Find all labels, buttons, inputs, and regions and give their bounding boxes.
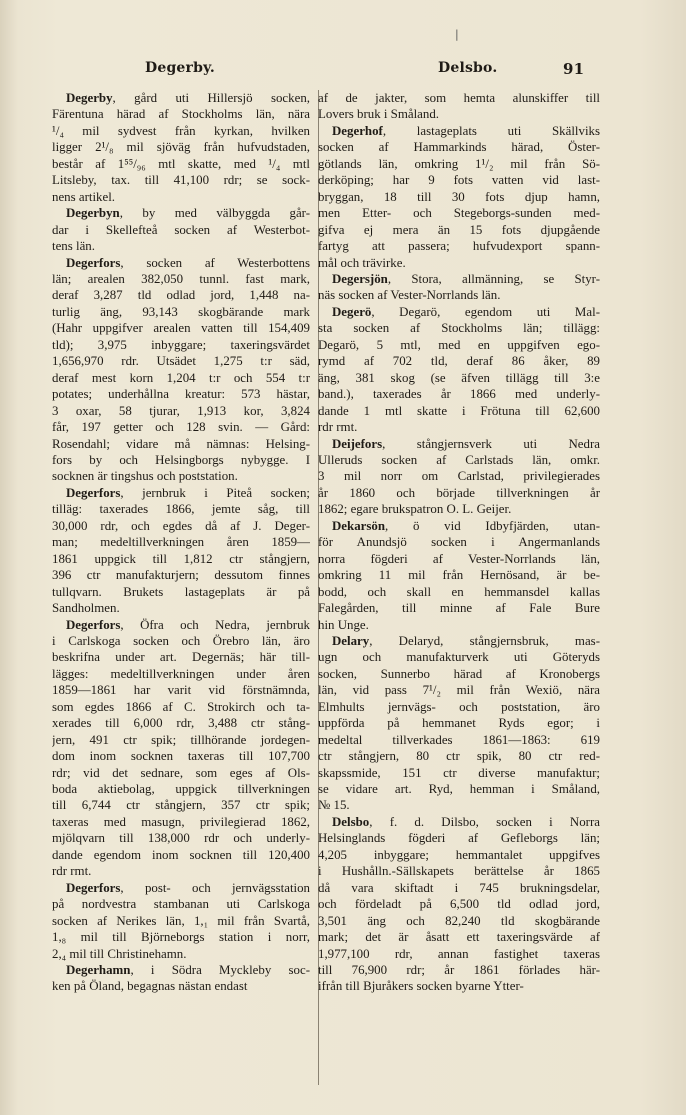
text-line: för Anundsjö socken i Angermanlands (318, 535, 600, 550)
text-line: till 76,900 rdr; år 1861 förlades här- (318, 963, 600, 978)
dictionary-entry (52, 90, 310, 205)
running-head-center: Delsbo. (438, 60, 498, 76)
text-line: socken af Hammarkinds härad, Öster- (318, 140, 600, 155)
text-line: Färentuna härad af Stockholms län, nära (52, 107, 310, 122)
text-line: 3,501 äng och 82,240 tld skogbärande (318, 913, 600, 928)
text-line: får, 197 getter och 128 svin. — Gård: (52, 420, 310, 435)
text-line: Degerfors, post- och jernvägsstation (66, 880, 310, 895)
text-line: men Etter- och Stegeborgs-sunden med- (318, 206, 600, 221)
text-line: 1859—1861 har varit vid förstnämnda, (52, 683, 310, 698)
text-line: rdr rmt. (318, 420, 358, 435)
text-line: man; medeltillverkningen åren 1859— (52, 535, 310, 550)
text-line: på nordvestra stambanan uti Carlskoga (52, 897, 310, 912)
text-line: ctr stångjern, 80 ctr spik, 80 ctr red- (318, 749, 600, 764)
text-line: 3 oxar, 58 tjurar, 1,913 kor, 3,824 (52, 403, 310, 418)
text-line: Delsbo, f. d. Dilsbo, socken i Norra (332, 814, 600, 829)
text-line: till 6,744 ctr stångjern, 357 ctr spik; (52, 798, 310, 813)
text-line: näs socken af Vester-Norrlands län. (318, 288, 501, 303)
text-line: nens artikel. (52, 189, 115, 204)
text-line: boda aktiebolag, uppgick tillverkningen (52, 782, 310, 797)
entry-headword: Degerfors (66, 617, 121, 632)
text-line: Degerfors, socken af Westerbottens (66, 255, 310, 270)
text-line: beskrifna under art. Degernäs; här till- (52, 650, 310, 665)
text-line: ifrån till Bjuråkers socken byarne Ytter- (318, 979, 524, 994)
text-line: derköping; har 9 fots vatten vid last- (318, 173, 600, 188)
text-line: norra fögderi af Vester-Norrlands län, (318, 551, 600, 566)
entry-headword: Degerfors (66, 255, 121, 270)
text-line: (Hahr uppgifver arealen vatten till 154,409 (52, 321, 310, 336)
text-line: år 1860 och började tillverkningen år (318, 485, 600, 500)
dictionary-entry (318, 271, 600, 304)
entry-headword: Degerby (66, 91, 113, 105)
text-line: uppförda på hemmanet Ryds egor; i (318, 716, 600, 731)
dictionary-entry (318, 436, 600, 518)
dictionary-entry (52, 255, 310, 485)
text-line: rymd af 702 tld, deraf 86 åker, 89 (318, 354, 600, 369)
text-line: socken af Nerikes län, 1,₁ mil från Svartå, (52, 913, 310, 928)
text-line: fors by och Helsingborgs nybygge. I (52, 452, 310, 467)
text-line: mark; det är åsatt ett taxeringsvärde af (318, 930, 600, 945)
text-line: består af 1⁵⁵/₉₆ mtl skatte, med ¹/₄ mtl (52, 156, 310, 171)
text-line: Lovers bruk i Småland. (318, 107, 440, 122)
text-line: Elmhults jernvägs- och poststation, äro (318, 699, 600, 714)
text-line: götlands län, omkring 1¹/₂ mil från Sö- (318, 156, 600, 171)
text-line: tilläg: taxerades 1866, jemte såg, till (52, 502, 310, 517)
text-line: deraf mest korn 1,204 t:r och 554 t:r (52, 370, 310, 385)
text-line: ¹/₄ mil sydvest från kyrkan, hvilken (52, 123, 310, 138)
text-line: bryggan, 18 till 30 fots djup hamn, (318, 189, 600, 204)
dictionary-entry (318, 123, 600, 271)
text-line: mål och trävirke. (318, 255, 406, 270)
dictionary-entry (318, 304, 600, 436)
text-line: ugn och manufakturverk uti Göteryds (318, 650, 600, 665)
text-line: dande egendom inom socknen till 120,400 (52, 847, 310, 862)
text-line: och fördeladt på 6,500 tld odlad jord, (318, 897, 600, 912)
text-line: fartyg att passera; hufvudexport spann- (318, 239, 600, 254)
running-head-left: Degerby. (145, 60, 215, 76)
entry-headword: Deijefors (332, 436, 383, 451)
text-line: skapssmide, 151 ctr diverse manufaktur; (318, 765, 600, 780)
text-line: medeltal tillverkades 1861—1863: 619 (318, 732, 600, 747)
text-line: Delary, Delaryd, stångjernsbruk, mas- (332, 633, 600, 648)
entry-headword: Degerfors (66, 485, 121, 500)
text-line: potates; underhållna kreatur: 573 hästar, (52, 387, 310, 402)
text-line: Helsinglands fögderi af Gefleborgs län; (318, 831, 600, 846)
text-line: Litsleby, tax. till 41,100 rdr; se sock- (52, 173, 310, 188)
text-line: mjölqvarn till 138,000 rdr och underly- (52, 831, 310, 846)
text-line: taxeras med masugn, privilegierad 1862, (52, 814, 310, 829)
text-line: Dekarsön, ö vid Idbyfjärden, utan- (332, 518, 600, 533)
text-line: Sandholmen. (52, 601, 120, 616)
text-line: Ulleruds socken af Carlstads län, omkr. (318, 452, 600, 467)
entry-headword: Degerbyn (66, 206, 120, 221)
dictionary-entry (318, 633, 600, 814)
entry-headword: Degerö (332, 304, 372, 319)
right-text-column (318, 90, 600, 995)
text-line: bodd, och skall en hemmansdel kallas (318, 584, 600, 599)
text-line: 1861 uppgick till 1,812 ctr stångjern, (52, 551, 310, 566)
text-line: gifva ej mera än 15 fots djupgående (318, 222, 600, 237)
dictionary-entry (52, 205, 310, 254)
entry-headword: Degersjön (332, 271, 388, 286)
text-line: xerades till 6,000 rdr, 3,488 ctr stång- (52, 716, 310, 731)
entry-headword: Delary (332, 633, 370, 648)
entry-headword: Degerfors (66, 880, 121, 895)
dictionary-entry (52, 617, 310, 880)
text-line: socken, Sunnerbo härad af Kronobergs (318, 666, 600, 681)
text-line: Degersjön, Stora, allmänning, se Styr- (332, 271, 600, 286)
dictionary-entry (52, 880, 310, 962)
text-line: rdr rmt. (52, 864, 92, 879)
text-line: tld); 3,975 inbyggare; taxeringsvärdet (52, 337, 310, 352)
text-line: Falegården, till minne af Fale Bure (318, 601, 600, 616)
text-line: dar i Skellefteå socken af Westerbot- (52, 222, 310, 237)
text-line: tens län. (52, 239, 95, 254)
text-line: lägges: medeltillverkningen under åren (52, 666, 310, 681)
text-line: 396 ctr manufakturjern; dessutom finnes (52, 568, 310, 583)
text-line: ken på Öland, begagnas nästan endast (52, 979, 248, 994)
text-line: 1,977,100 rdr, annan fastighet taxeras (318, 946, 600, 961)
text-line: 30,000 rdr, och egdes då af J. Deger- (52, 518, 310, 533)
text-line: Degerbyn, by med välbyggda går- (66, 206, 310, 221)
text-line: band.), taxerades år 1866 med underly- (318, 387, 600, 402)
text-line: då vara skiftadt i 745 brukningsdelar, (318, 880, 600, 895)
text-line: äng, 381 skog (se äfven tillägg till 3:e (318, 370, 600, 385)
text-line: se vidare art. Ryd, hemman i Småland, (318, 782, 600, 797)
text-line: dande 1 mtl skatte i Frötuna till 62,600 (318, 403, 600, 418)
text-line: № 15. (318, 798, 350, 813)
text-line: som egdes 1866 af C. Strokirch och ta- (52, 699, 310, 714)
entry-headword: Delsbo (332, 814, 370, 829)
dictionary-entry (52, 485, 310, 617)
text-line: sta socken af Stockholms län; tillägg: (318, 321, 600, 336)
page-number: 91 (563, 60, 585, 78)
text-line: i Hushålln.-Sällskapets berättelse år 1865 (318, 864, 600, 879)
text-line: 1,₈ mil till Björneborgs station i norr, (52, 930, 310, 945)
text-line: 2,₄ mil till Christinehamn. (52, 946, 187, 961)
text-line: i Carlskoga socken och Örebro län, äro (52, 633, 310, 648)
text-line: Degarö, 5 mtl, med en uppgifven ego- (318, 337, 600, 352)
text-line: Degerfors, jernbruk i Piteå socken; (66, 485, 310, 500)
text-line: län, vid pass 7¹/₂ mil från Wexiö, nära (318, 683, 600, 698)
text-line: af de jakter, som hemta alunskiffer till (318, 91, 600, 105)
text-line: Rosendahl; vidare må nämnas: Helsing- (52, 436, 310, 451)
text-line: Degerby, gård uti Hillersjö socken, (66, 91, 310, 105)
text-line: 3 mil norr om Carlstad, privilegierades (318, 469, 600, 484)
text-line: Deijefors, stångjernsverk uti Nedra (332, 436, 600, 451)
dictionary-entry (318, 814, 600, 995)
text-line: socknen är tingshus och poststation. (52, 469, 238, 484)
dictionary-entry (318, 518, 600, 633)
dictionary-entry (52, 962, 310, 995)
text-line: län; arealen 382,050 tunnl. fast mark, (52, 271, 310, 286)
text-line: jern, 491 ctr spik; tillhörande jordegen- (52, 732, 310, 747)
entry-headword: Dekarsön (332, 518, 385, 533)
text-line: 4,205 inbyggare; hemmantalet uppgifves (318, 847, 600, 862)
text-line: tullqvarn. Brukets lastageplats är på (52, 584, 310, 599)
entry-headword: Degerhof (332, 123, 383, 138)
text-line: Degerö, Degarö, egendom uti Mal- (332, 304, 600, 319)
text-line: dom inom socknen taxeras till 107,700 (52, 749, 310, 764)
text-line: turlig äng, 93,143 skogbärande mark (52, 304, 310, 319)
text-line: deraf 3,287 tld odlad jord, 1,448 na- (52, 288, 310, 303)
text-line: ligger 2¹/₈ mil sjöväg från hufvudstaden, (52, 140, 310, 155)
text-line: Degerhof, lastageplats uti Skällviks (332, 123, 600, 138)
left-text-column (52, 90, 319, 1085)
text-line: Degerfors, Öfra och Nedra, jernbruk (66, 617, 310, 632)
text-line: 1,656,970 rdr. Utsädet 1,275 t:r säd, (52, 354, 310, 369)
text-line: hin Unge. (318, 617, 369, 632)
text-line: rdr; vid det sednare, som eges af Ols- (52, 765, 310, 780)
dictionary-entry (318, 90, 600, 123)
entry-headword: Degerhamn (66, 963, 131, 978)
text-line: 1862; egare brukspatron O. L. Geijer. (318, 502, 512, 517)
top-tick-mark: | (455, 28, 459, 41)
text-line: Degerhamn, i Södra Myckleby soc- (66, 963, 310, 978)
text-line: omkring 11 mil från Hernösand, är be- (318, 568, 600, 583)
